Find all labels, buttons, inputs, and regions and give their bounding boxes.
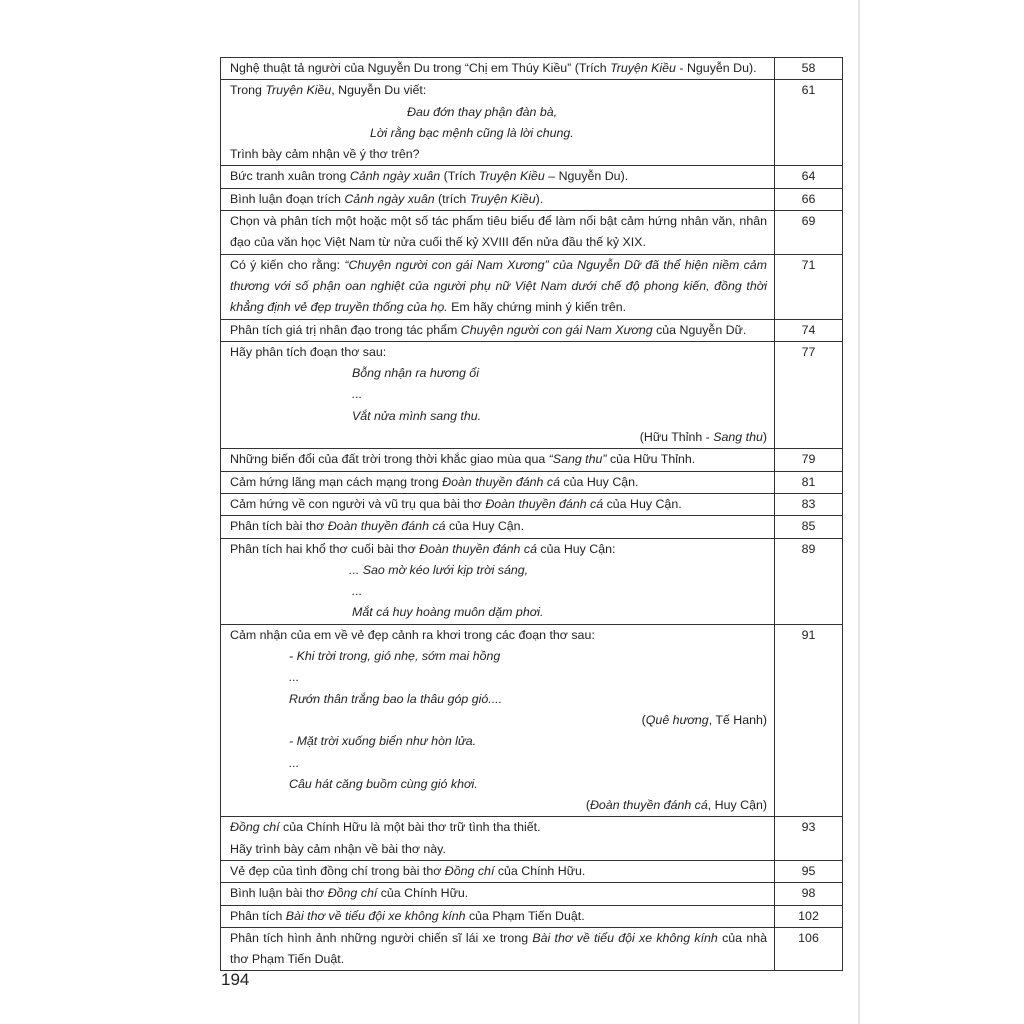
topic-cell: Vẻ đẹp của tình đồng chí trong bài thơ Đồng chí của Chính Hữu. xyxy=(221,860,775,882)
page-edge xyxy=(858,0,860,1024)
poem-line: Rướn thân trắng bao la thâu góp gió.... xyxy=(289,691,503,706)
table-row xyxy=(221,449,843,471)
table-row xyxy=(221,58,843,80)
table-row xyxy=(221,860,843,882)
topic-cell: Phân tích Bài thơ về tiểu đội xe không kính của Phạm Tiến Duật. xyxy=(221,905,775,927)
topic-cell: Chọn và phân tích một hoặc một số tác phẩm tiêu biểu để làm nổi bật cảm hứng nhân văn, nhân đạo của văn học Việt Nam từ nửa cuối thế kỷ XVIII đến nửa đầu thế kỷ XIX. xyxy=(221,211,775,255)
table-row xyxy=(221,905,843,927)
page-cell: 89 xyxy=(775,538,843,624)
page-cell: 69 xyxy=(775,211,843,255)
topic-cell: Phân tích hình ảnh những người chiến sĩ lái xe trong Bài thơ về tiểu đội xe không kính của nhà thơ Phạm Tiến Duật. xyxy=(221,927,775,971)
table-row xyxy=(221,471,843,493)
poem-source: (Đoàn thuyền đánh cá, Huy Cận) xyxy=(585,798,767,813)
topic-cell: Phân tích hai khổ thơ cuối bài thơ Đoàn thuyền đánh cá của Huy Cận: ... Sao mờ kéo lưới kịp trời sáng, ... Mắt cá huy hoàng muôn dặm phơi. xyxy=(221,538,775,624)
table-row xyxy=(221,927,843,971)
topic-cell: Phân tích giá trị nhân đạo trong tác phẩm Chuyện người con gái Nam Xương của Nguyễn Dữ. xyxy=(221,319,775,341)
table-row xyxy=(221,319,843,341)
topic-cell: Đồng chí của Chính Hữu là một bài thơ trữ tình tha thiết. Hãy trình bày cảm nhận về bài thơ này. xyxy=(221,817,775,861)
table-row xyxy=(221,211,843,255)
poem-line: Mắt cá huy hoàng muôn dặm phơi. xyxy=(352,605,544,620)
poem-line: ... Sao mờ kéo lưới kịp trời sáng, xyxy=(349,562,529,577)
table-row xyxy=(221,188,843,210)
topic-cell: Những biến đổi của đất trời trong thời khắc giao mùa qua “Sang thu” của Hữu Thỉnh. xyxy=(221,449,775,471)
page-cell: 98 xyxy=(775,883,843,905)
table-row xyxy=(221,538,843,624)
poem-line: - Mặt trời xuống biển như hòn lửa. xyxy=(289,734,477,749)
page-cell: 81 xyxy=(775,471,843,493)
table-of-contents xyxy=(220,57,843,971)
page-cell: 64 xyxy=(775,166,843,188)
poem-line: Câu hát căng buồm cùng gió khơi. xyxy=(289,776,478,791)
table-row xyxy=(221,817,843,861)
page-cell: 61 xyxy=(775,80,843,166)
page-cell: 93 xyxy=(775,817,843,861)
poem-source: (Hữu Thỉnh - Sang thu) xyxy=(639,430,767,445)
page-cell: 91 xyxy=(775,624,843,817)
page-cell: 85 xyxy=(775,516,843,538)
topic-cell: Có ý kiến cho rằng: “Chuyện người con gái Nam Xương” của Nguyễn Dữ đã thể hiện niềm cảm thương với số phận oan nghiệt của người phụ nữ Việt Nam dưới chế độ phong kiến, đồng thời khẳng định vẻ đẹp truyền thống của họ. Em hãy chứng minh ý kiến trên. xyxy=(221,254,775,319)
poem-line: ... xyxy=(352,387,363,402)
topic-cell: Phân tích bài thơ Đoàn thuyền đánh cá của Huy Cận. xyxy=(221,516,775,538)
topic-cell: Bức tranh xuân trong Cảnh ngày xuân (Trích Truyện Kiều – Nguyễn Du). xyxy=(221,166,775,188)
page-cell: 77 xyxy=(775,341,843,448)
poem-line: Bỗng nhận ra hương ổi xyxy=(352,366,479,381)
page-cell: 74 xyxy=(775,319,843,341)
table-row xyxy=(221,166,843,188)
table-row xyxy=(221,254,843,319)
topic-cell: Hãy phân tích đoạn thơ sau: Bỗng nhận ra hương ổi ... Vắt nửa mình sang thu. (Hữu Thỉnh - Sang thu) xyxy=(221,341,775,448)
topic-cell: Bình luận bài thơ Đồng chí của Chính Hữu. xyxy=(221,883,775,905)
poem-line: ... xyxy=(289,755,300,770)
table-row xyxy=(221,80,843,166)
poem-line: - Khi trời trong, gió nhẹ, sớm mai hồng xyxy=(289,649,501,664)
page-cell: 95 xyxy=(775,860,843,882)
topic-cell: Trong Truyện Kiều, Nguyễn Du viết: Đau đớn thay phận đàn bà, Lời rằng bạc mệnh cũng là lời chung. Trình bày cảm nhận về ý thơ trên? xyxy=(221,80,775,166)
page-cell: 106 xyxy=(775,927,843,971)
poem-line: ... xyxy=(352,584,363,599)
poem-line: Lời rằng bạc mệnh cũng là lời chung. xyxy=(370,125,574,140)
table-row xyxy=(221,624,843,817)
topic-cell: Cảm hứng về con người và vũ trụ qua bài thơ Đoàn thuyền đánh cá của Huy Cận. xyxy=(221,493,775,515)
page-cell: 71 xyxy=(775,254,843,319)
page-number: 194 xyxy=(221,970,250,989)
topic-cell: Cảm nhận của em về vẻ đẹp cảnh ra khơi trong các đoạn thơ sau: - Khi trời trong, gió nhẹ, sớm mai hồng ... Rướn thân trắng bao la thâu góp gió.... (Quê hương, Tế Hanh) - Mặt trời xuống biển như hòn lửa. ... Câu hát căng buồm cùng gió khơi. (Đoàn thuyền đánh cá, Huy Cận) xyxy=(221,624,775,817)
poem-line: ... xyxy=(289,670,300,685)
page-cell: 79 xyxy=(775,449,843,471)
table-row xyxy=(221,516,843,538)
page-cell: 66 xyxy=(775,188,843,210)
topic-cell: Bình luận đoạn trích Cảnh ngày xuân (trích Truyện Kiều). xyxy=(221,188,775,210)
table-row xyxy=(221,341,843,448)
poem-line: Vắt nửa mình sang thu. xyxy=(352,408,482,423)
table-row xyxy=(221,883,843,905)
table-row xyxy=(221,493,843,515)
poem-source: (Quê hương, Tế Hanh) xyxy=(641,712,767,727)
poem-line: Đau đớn thay phận đàn bà, xyxy=(407,104,558,119)
page-cell: 58 xyxy=(775,58,843,80)
topic-cell: Cảm hứng lãng mạn cách mạng trong Đoàn thuyền đánh cá của Huy Cận. xyxy=(221,471,775,493)
topic-cell: Nghệ thuật tả người của Nguyễn Du trong “Chị em Thúy Kiều” (Trích Truyện Kiều - Nguyễn Du). xyxy=(221,58,775,80)
page-cell: 102 xyxy=(775,905,843,927)
page-cell: 83 xyxy=(775,493,843,515)
